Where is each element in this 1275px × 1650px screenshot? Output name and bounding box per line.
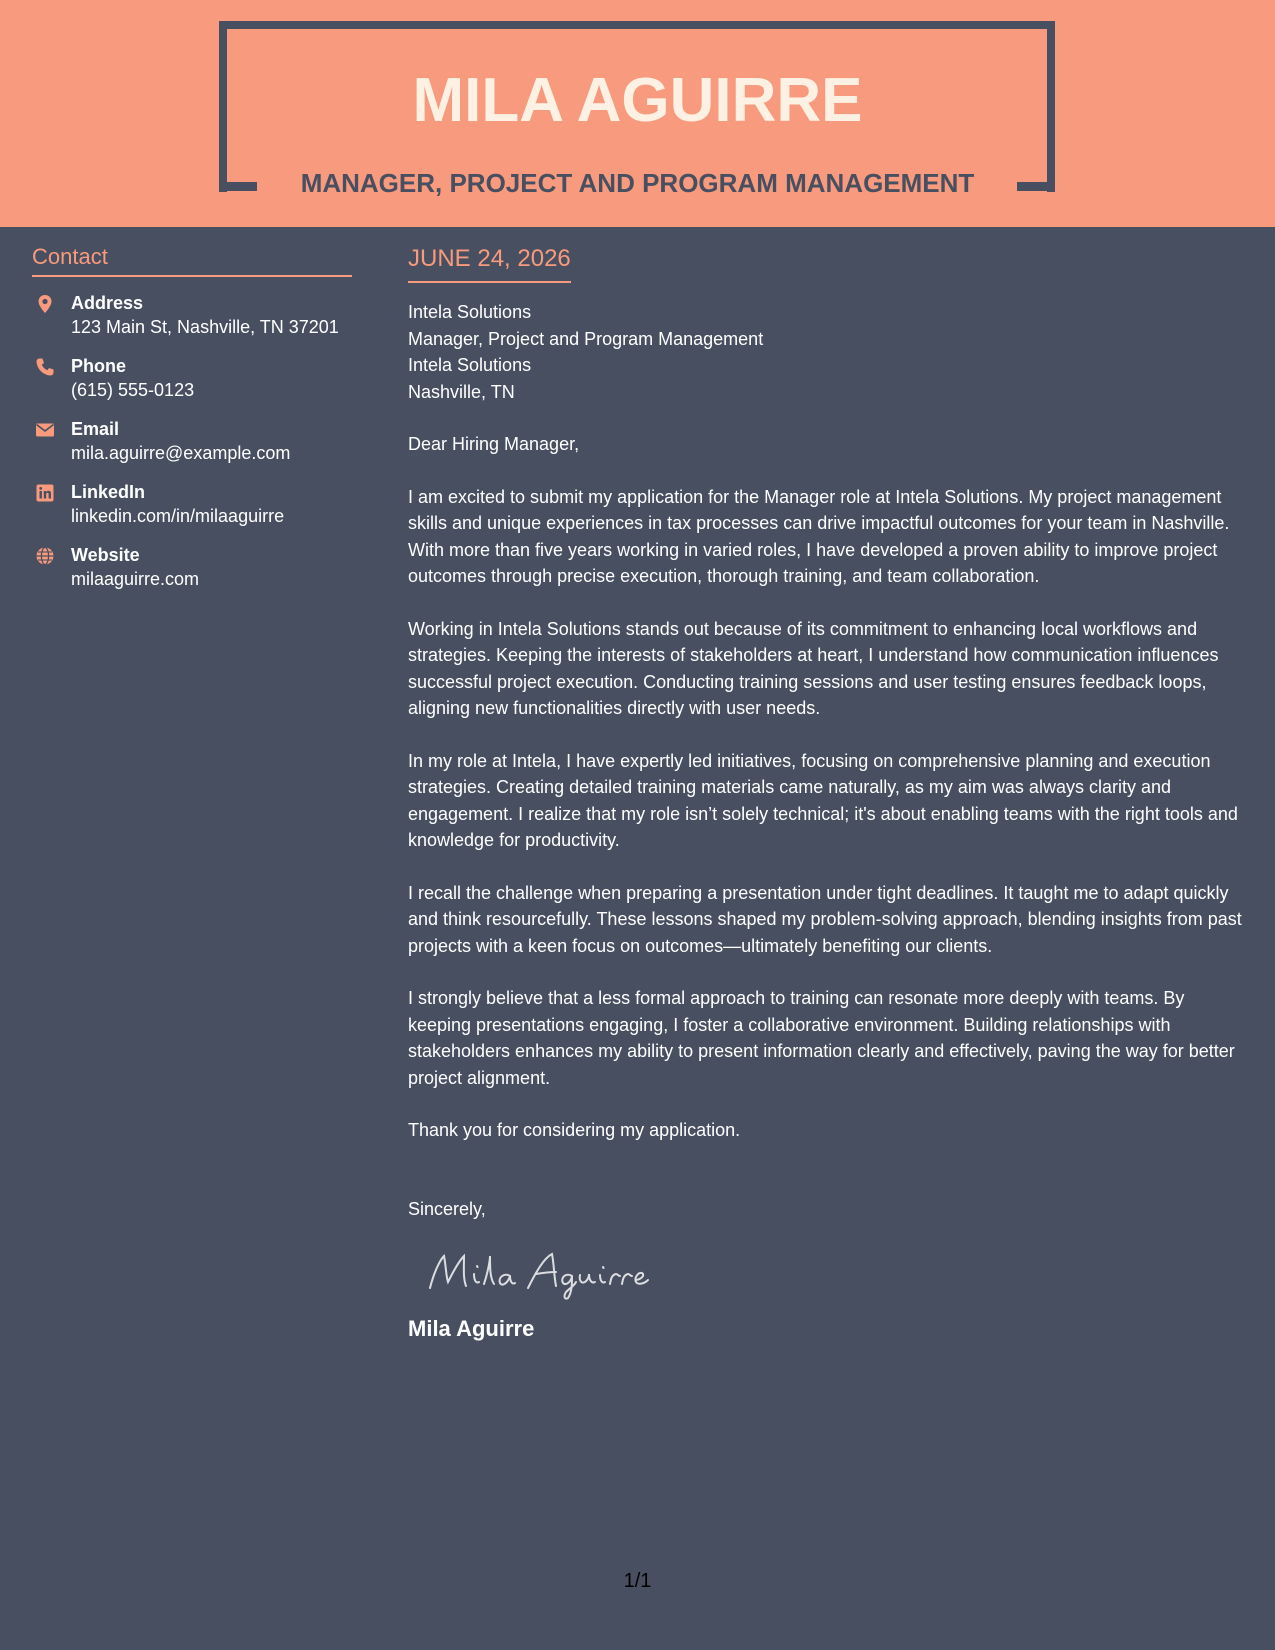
body-paragraph: I am excited to submit my application for the Manager role at Intela Solutions. My project management skills and unique experiences in tax processes can drive impactful outcomes for your team in Nashville. With more than five years working in varied roles, I have developed a proven ability to improve project outcomes through precise execution, thorough training, and team collaboration.: [408, 486, 1230, 586]
contact-item-website: [32, 543, 352, 606]
body-paragraph: In my role at Intela, I have expertly led initiatives, focusing on comprehensive planning and execution strategies. Creating detailed training materials came naturally, as my aim was always clarity and engagement. I realize that my role isn’t solely technical; it's about enabling teams with the right tools and knowledge for productivity.: [408, 750, 1238, 850]
contact-value-phone: (615) 555-0123: [71, 380, 195, 400]
contact-heading: Contact: [32, 243, 352, 277]
recipient-line: Nashville, TN: [408, 381, 515, 402]
contact-label: Website: [71, 545, 140, 565]
contact-sidebar: [32, 243, 352, 606]
sign-off: Sincerely,: [408, 1198, 486, 1219]
contact-item-linkedin: [32, 480, 352, 543]
contact-item-phone: [32, 354, 352, 417]
closing-thanks: Thank you for considering my application.: [408, 1120, 741, 1140]
contact-label: Address: [71, 293, 144, 313]
contact-label: Phone: [71, 356, 127, 376]
contact-label: Email: [71, 419, 120, 439]
map-pin-icon: [35, 294, 55, 314]
header-banner: [0, 0, 1275, 227]
contact-item-email: [32, 417, 352, 480]
recipient-line: Intela Solutions: [408, 302, 532, 322]
handwritten-signature: [424, 1242, 1248, 1302]
recipient-block: [408, 299, 1248, 405]
contact-value-email: mila.aguirre@example.com: [71, 443, 291, 463]
contact-list: [32, 291, 352, 606]
job-title: MANAGER, PROJECT AND PROGRAM MANAGEMENT: [300, 168, 975, 198]
globe-icon: [35, 546, 55, 566]
applicant-name: MILA AGUIRRE: [412, 66, 863, 135]
phone-icon: [35, 357, 55, 377]
page-number: 1/1: [623, 1570, 652, 1592]
body-paragraph: I recall the challenge when preparing a presentation under tight deadlines. It taught me to adapt quickly and think resourcefully. These lessons shaped my problem-solving approach, blending insights from past projects with a keen focus on outcomes—ultimately benefiting our clients.: [408, 882, 1242, 956]
letter-body: [408, 243, 1248, 1344]
contact-label: LinkedIn: [71, 482, 146, 502]
body-paragraph: Working in Intela Solutions stands out because of its commitment to enhancing local workflows and strategies. Keeping the interests of stakeholders at heart, I understand how communication influences successful project execution. Conducting training sessions and user testing ensures feedback loops, aligning new functionalities directly with user needs.: [408, 618, 1219, 718]
signer-name: Mila Aguirre: [408, 1316, 535, 1341]
body-paragraph: I strongly believe that a less formal approach to training can resonate more deeply with teams. By keeping presentations engaging, I foster a collaborative environment. Building relationships with stakeholders enhances my ability to present information clearly and effectively, paving the way for better project alignment.: [408, 988, 1235, 1088]
letter-date: JUNE 24, 2026: [408, 243, 571, 283]
recipient-line: Intela Solutions: [408, 355, 532, 375]
signature-graphic: [424, 1242, 664, 1302]
recipient-line: Manager, Project and Program Management: [408, 328, 764, 349]
contact-value-website: milaaguirre.com: [71, 569, 200, 589]
contact-value-address: 123 Main St, Nashville, TN 37201: [71, 317, 339, 337]
contact-item-address: [32, 291, 352, 354]
envelope-icon: [35, 420, 55, 440]
salutation: Dear Hiring Manager,: [408, 434, 580, 454]
contact-value-linkedin: linkedin.com/in/milaaguirre: [71, 506, 285, 526]
linkedin-icon: [35, 483, 55, 503]
